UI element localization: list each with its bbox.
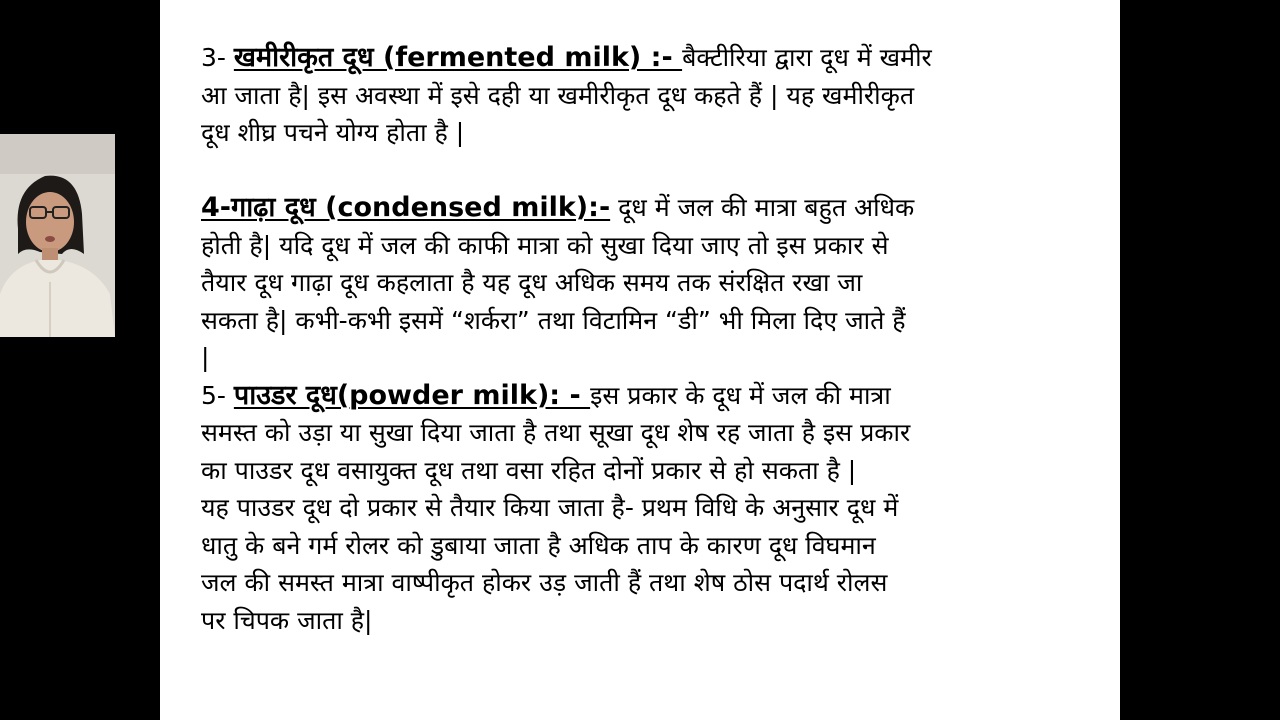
section-5-line-6: जल की समस्त मात्रा वाष्पीकृत होकर उड़ जाती हैं तथा शेष ठोस पदार्थ रोलस <box>201 568 888 597</box>
section-5-text: इस प्रकार के दूध में जल की मात्रा <box>590 380 891 410</box>
presenter-webcam <box>0 134 115 337</box>
section-4-line-1 <box>201 189 1101 227</box>
slide-content <box>201 39 1101 639</box>
section-3-line-1 <box>201 39 1101 77</box>
section-5-line-2: समस्त को उड़ा या सुखा दिया जाता है तथा सूखा दूध शेष रह जाता है इस प्रकार <box>201 418 911 447</box>
section-3-text: बैक्टीरिया द्वारा दूध में खमीर <box>682 43 932 72</box>
presenter-image <box>0 134 115 337</box>
section-5-heading: पाउडर दूध(powder milk): - <box>233 379 591 411</box>
section-3-line-3: दूध शीघ्र पचने योग्य होता है | <box>201 118 465 147</box>
slide <box>160 0 1120 720</box>
section-5-number: 5- <box>201 380 234 410</box>
section-3-heading: खमीरीकृत दूध (fermented milk) :- <box>233 42 683 73</box>
section-5-line-5: धातु के बने गर्म रोलर को डुबाया जाता है अधिक ताप के कारण दूध विघमान <box>201 530 876 560</box>
section-4-heading: 4-गाढ़ा दूध (condensed milk):- <box>201 192 611 223</box>
section-5-line-1 <box>201 377 1101 415</box>
section-4-line-5: | <box>201 343 210 372</box>
section-4-line-2: होती है| यदि दूध में जल की काफी मात्रा को सुखा दिया जाए तो इस प्रकार से <box>201 230 889 260</box>
section-4-line-3: तैयार दूध गाढ़ा दूध कहलाता है यह दूध अधिक समय तक संरक्षित रखा जा <box>201 268 863 297</box>
section-5-line-4: यह पाउडर दूध दो प्रकार से तैयार किया जाता है- प्रथम विधि के अनुसार दूध में <box>201 493 899 522</box>
section-5-line-7: पर चिपक जाता है| <box>201 605 373 635</box>
paragraph-spacer <box>201 152 1101 190</box>
section-3-line-2: आ जाता है| इस अवस्था में इसे दही या खमीरीकृत दूध कहते हैं | यह खमीरीकृत <box>201 80 915 110</box>
section-4-text: दूध में जल की मात्रा बहुत अधिक <box>610 193 915 222</box>
section-5-line-3: का पाउडर दूध वसायुक्त दूध तथा वसा रहित दोनों प्रकार से हो सकता है | <box>201 455 857 485</box>
section-4-line-4: सकता है| कभी-कभी इसमें “शर्करा” तथा विटामिन “डी” भी मिला दिए जाते हैं <box>201 305 906 335</box>
section-3-number: 3- <box>201 43 234 72</box>
